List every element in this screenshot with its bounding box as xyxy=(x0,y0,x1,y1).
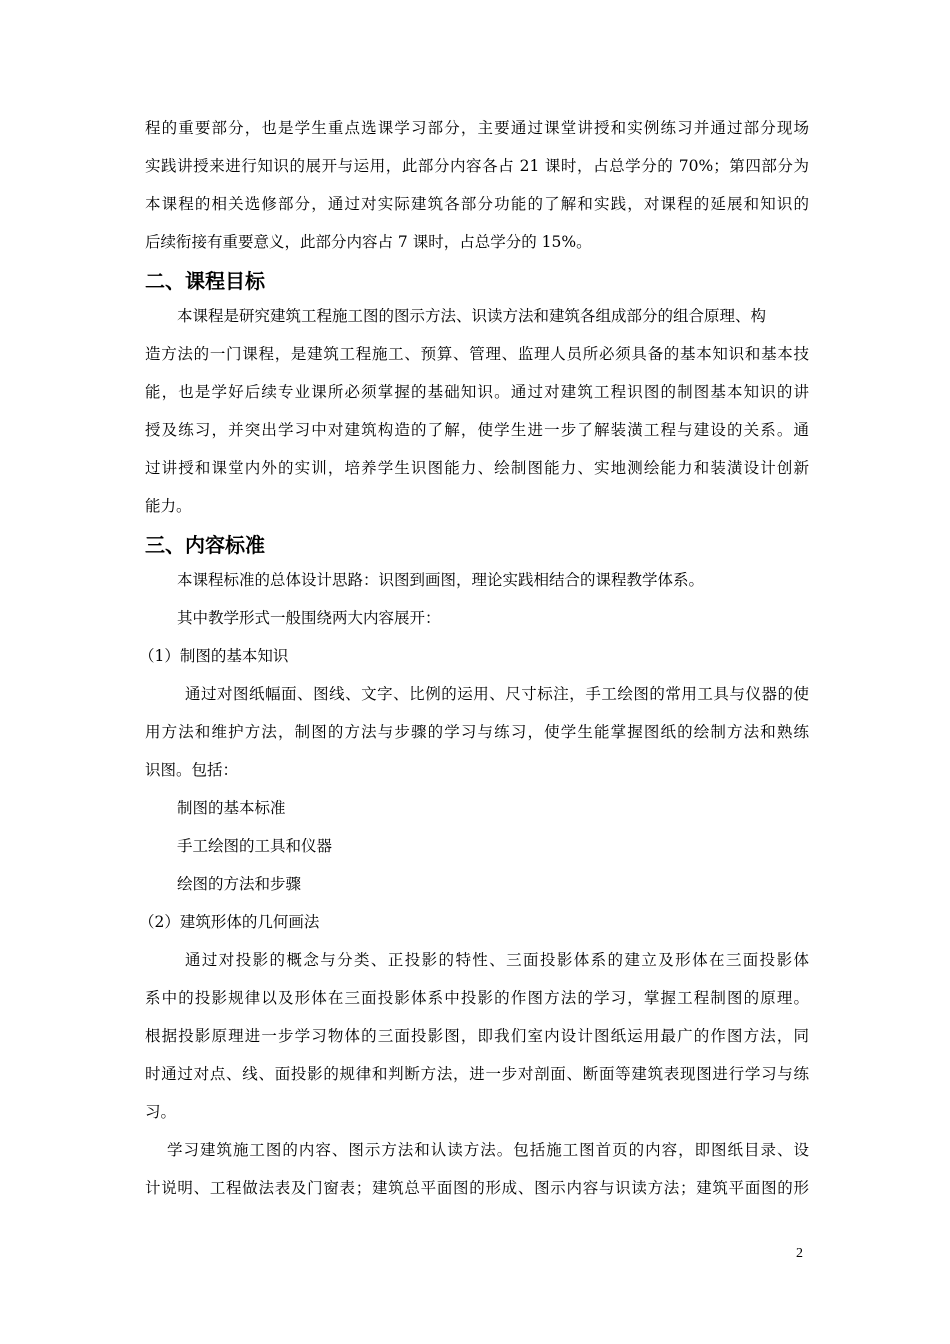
text-line: 程的重要部分，也是学生重点选课学习部分，主要通过课堂讲授和实例练习并通过部分现场 xyxy=(145,119,809,137)
paragraph-intro xyxy=(145,118,809,252)
text-line: 后续衔接有重要意义，此部分内容占 7 课时，占总学分的 15%。 xyxy=(145,233,592,251)
text-line: 本课程的相关选修部分，通过对实际建筑各部分功能的了解和实践，对课程的延展和知识的 xyxy=(145,195,809,213)
list-item: 手工绘图的工具和仪器 xyxy=(177,837,333,855)
text-line: 通过对图纸幅面、图线、文字、比例的运用、尺寸标注，手工绘图的常用工具与仪器的使 xyxy=(185,685,809,703)
text-line: 计说明、工程做法表及门窗表；建筑总平面图的形成、图示内容与识读方法；建筑平面图的形 xyxy=(145,1179,809,1197)
page-content xyxy=(139,118,809,1198)
text-line: 造方法的一门课程，是建筑工程施工、预算、管理、监理人员所必须具备的基本知识和基本技 xyxy=(145,345,809,363)
list-item: 绘图的方法和步骤 xyxy=(177,875,302,893)
text-line: 识图。包括： xyxy=(145,761,239,779)
text-line: 学习建筑施工图的内容、图示方法和认读方法。包括施工图首页的内容，即图纸目录、设 xyxy=(167,1141,809,1159)
teaching-form-text: 其中教学形式一般围绕两大内容展开： xyxy=(177,609,441,627)
paragraph-course-goals xyxy=(145,306,809,516)
design-idea-text: 本课程标准的总体设计思路：识图到画图，理论实践相结合的课程教学体系。 xyxy=(177,571,705,589)
section-heading-content-standards: 三、内容标准 xyxy=(145,533,265,557)
text-line: 时通过对点、线、面投影的规律和判断方法，进一步对剖面、断面等建筑表现图进行学习与练 xyxy=(145,1065,809,1083)
paragraph-basic-drawing xyxy=(145,684,809,780)
text-line: 根据投影原理进一步学习物体的三面投影图，即我们室内设计图纸运用最广的作图方法，同 xyxy=(145,1027,809,1045)
text-line: 习。 xyxy=(145,1103,177,1121)
text-line: 本课程是研究建筑工程施工图的图示方法、识读方法和建筑各组成部分的组合原理、构 xyxy=(177,307,767,325)
text-line: 过讲授和课堂内外的实训，培养学生识图能力、绘制图能力、实地测绘能力和装潢设计创新 xyxy=(145,459,809,477)
basic-drawing-list xyxy=(145,798,809,894)
text-line: 用方法和维护方法，制图的方法与步骤的学习与练习，使学生能掌握图纸的绘制方法和熟练 xyxy=(145,723,809,741)
paragraph-projection xyxy=(145,950,809,1122)
section-heading-course-goals: 二、课程目标 xyxy=(145,269,265,293)
text-line: 授及练习，并突出学习中对建筑构造的了解，使学生进一步了解装潢工程与建设的关系。通 xyxy=(145,421,809,439)
paragraph-construction-drawings xyxy=(145,1140,809,1198)
text-line: 系中的投影规律以及形体在三面投影体系中投影的作图方法的学习，掌握工程制图的原理。 xyxy=(145,989,809,1007)
text-line: 能，也是学好后续专业课所必须掌握的基础知识。通过对建筑工程识图的制图基本知识的讲 xyxy=(145,383,809,401)
text-line: 实践讲授来进行知识的展开与运用，此部分内容各占 21 课时，占总学分的 70%；第四部分为 xyxy=(145,157,809,175)
text-line: 能力。 xyxy=(145,497,192,515)
list-item: 制图的基本标准 xyxy=(177,799,286,817)
item-title-basic-drawing: （1）制图的基本知识 xyxy=(139,647,289,665)
text-line: 通过对投影的概念与分类、正投影的特性、三面投影体系的建立及形体在三面投影体 xyxy=(185,951,809,969)
item-title-geometric-drawing: （2）建筑形体的几何画法 xyxy=(139,913,320,931)
page-number: 2 xyxy=(796,1246,803,1261)
